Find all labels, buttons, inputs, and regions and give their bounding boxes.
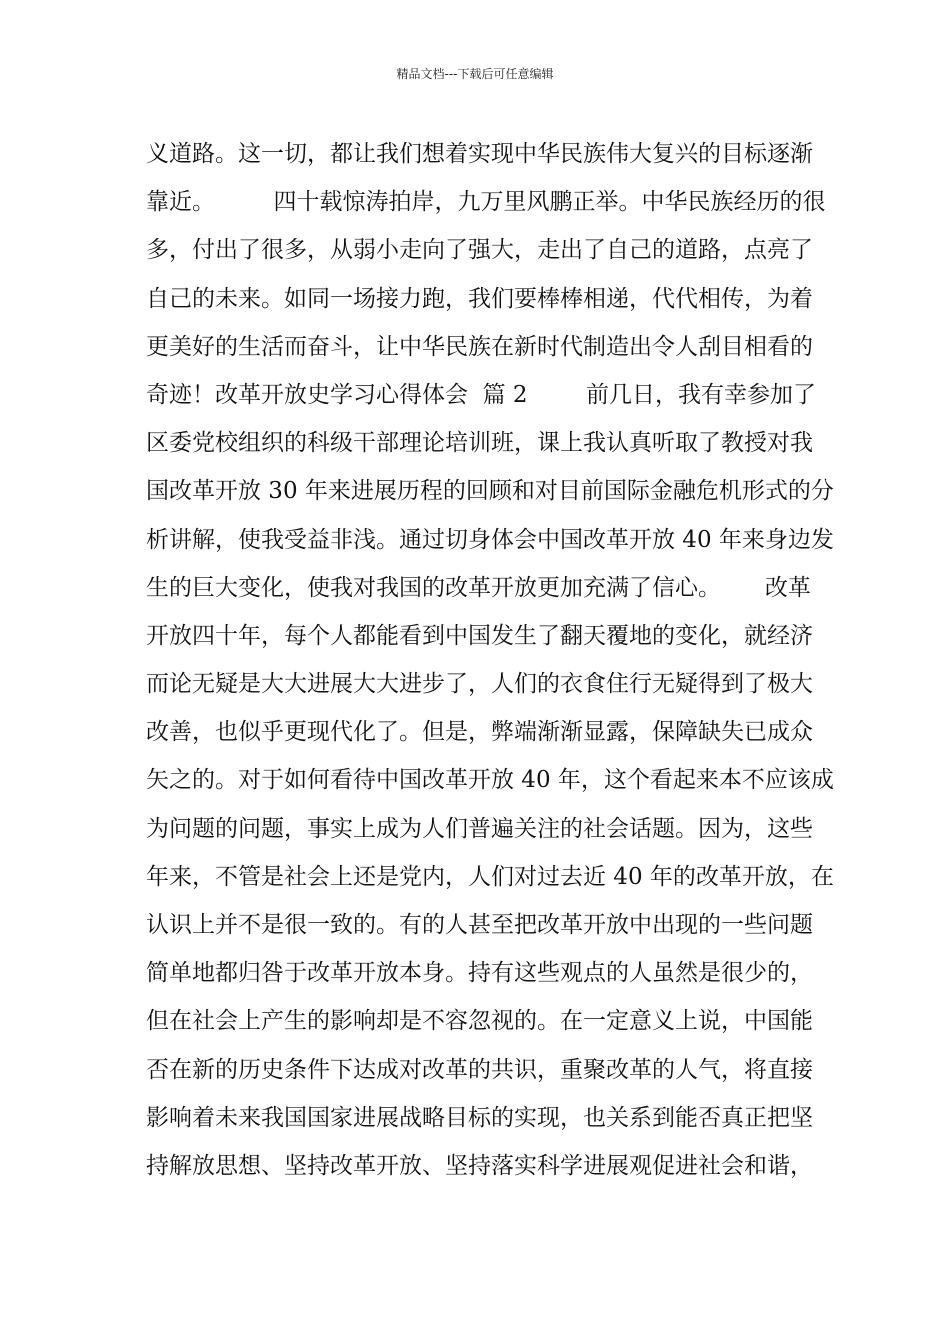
text-line: 为问题的问题，事实上成为人们普遍关注的社会话题。因为，这些 (146, 815, 813, 842)
text-line: 年来，不管是社会上还是党内，人们对过去近 40 年的改革开放，在 (146, 863, 834, 890)
text-line: 奇迹！改革开放史学习心得体会 篇 2 前几日，我有幸参加了 (146, 381, 817, 408)
text-line: 否在新的历史条件下达成对改革的共识，重聚改革的人气，将直接 (146, 1056, 813, 1083)
text-line: 多，付出了很多，从弱小走向了强大，走出了自己的道路，点亮了 (146, 237, 813, 264)
text-line: 区委党校组织的科级干部理论培训班，课上我认真听取了教授对我 (146, 430, 813, 457)
text-line: 矢之的。对于如何看待中国改革开放 40 年，这个看起来本不应该成 (146, 767, 834, 794)
text-line: 析讲解，使我受益非浅。通过切身体会中国改革开放 40 年来身边发 (146, 526, 834, 553)
text-line: 生的巨大变化，使我对我国的改革开放更加充满了信心。 改革 (146, 574, 811, 601)
text-line: 而论无疑是大大进展大大进步了，人们的衣食住行无疑得到了极大 (146, 671, 813, 698)
text-line: 义道路。这一切，都让我们想着实现中华民族伟大复兴的目标逐渐 (146, 141, 813, 167)
text-line: 认识上并不是很一致的。有的人甚至把改革开放中出现的一些问题 (146, 912, 813, 938)
text-line: 靠近。 四十载惊涛拍岸，九万里风鹏正举。中华民族经历的很 (146, 189, 826, 216)
page-header: 精品文档---下载后可任意编辑 (396, 67, 554, 81)
text-line: 开放四十年，每个人都能看到中国发生了翻天覆地的变化，就经济 (146, 622, 813, 649)
document-body (146, 130, 834, 1190)
text-line: 国改革开放 30 年来进展历程的回顾和对目前国际金融危机形式的分 (146, 478, 834, 505)
text-line: 影响着未来我国国家进展战略目标的实现，也关系到能否真正把坚 (146, 1104, 813, 1131)
text-line: 简单地都归咎于改革开放本身。持有这些观点的人虽然是很少的， (146, 960, 813, 987)
text-line: 自己的未来。如同一场接力跑，我们要棒棒相递，代代相传，为着 (146, 285, 813, 312)
text-line: 更美好的生活而奋斗，让中华民族在新时代制造出令人刮目相看的 (146, 333, 813, 360)
text-line: 持解放思想、坚持改革开放、坚持落实科学进展观促进社会和谐， (146, 1152, 813, 1179)
text-line: 但在社会上产生的影响却是不容忽视的。在一定意义上说，中国能 (146, 1008, 813, 1035)
text-line: 改善，也似乎更现代化了。但是，弊端渐渐显露，保障缺失已成众 (146, 719, 813, 746)
